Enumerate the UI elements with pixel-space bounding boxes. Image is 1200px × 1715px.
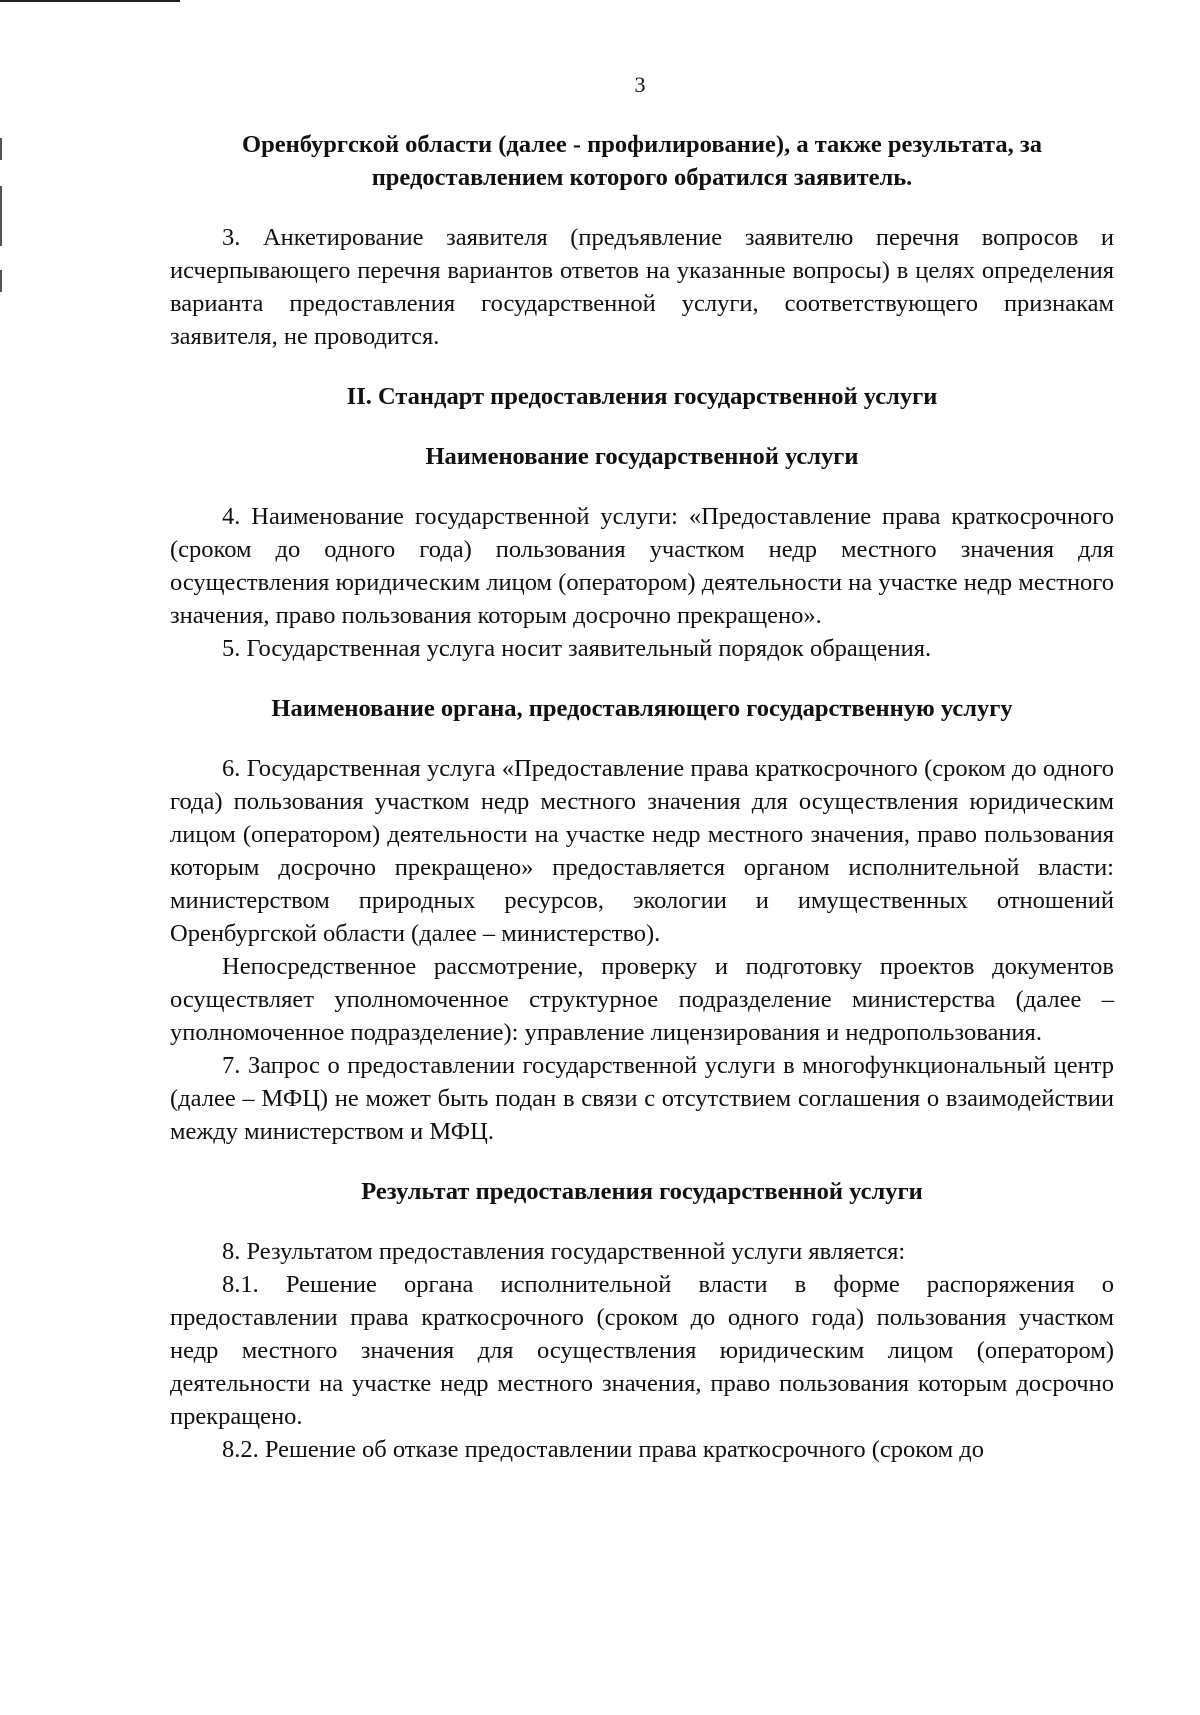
scan-margin-mark <box>0 186 2 246</box>
paragraph-8: 8. Результатом предоставления государственной услуги является: <box>222 1238 906 1265</box>
document-body <box>170 128 1114 1466</box>
scan-top-rule <box>0 0 180 2</box>
paragraph-8-2: 8.2. Решение об отказе предоставлении права краткосрочного (сроком до <box>222 1436 985 1463</box>
paragraph-6: 6. Государственная услуга «Предоставление права краткосрочного (сроком до одного года) пользования участком недр местного значения для осуществления юридическим лицом (оператором) деятельности на участке недр местного значения, право пользования которым досрочно прекращено» предоставляется органом исполнительной власти: министерством природных ресурсов, экологии и имущественных отношений Оренбургской области (далее – министерство). <box>170 755 1114 947</box>
subsection-title-authority: Наименование органа, предоставляющего государственную услугу <box>271 695 1013 722</box>
paragraph-6-continued: Непосредственное рассмотрение, проверку и подготовку проектов документов осуществляет уполномоченное структурное подразделение министерства (далее – уполномоченное подразделение): управление лицензирования и недропользования. <box>170 953 1114 1046</box>
paragraph-3: 3. Анкетирование заявителя (предъявление заявителю перечня вопросов и исчерпывающего перечня вариантов ответов на указанные вопросы) в целях определения варианта предоставления государственной услуги, соответствующего признакам заявителя, не проводится. <box>170 224 1114 350</box>
subsection-title-result: Результат предоставления государственной услуги <box>361 1178 923 1205</box>
intro-heading: Оренбургской области (далее - профилирование), а также результата, за предоставлением которого обратился заявитель. <box>242 131 1042 191</box>
subsection-title-name: Наименование государственной услуги <box>425 443 859 470</box>
page-number: 3 <box>634 72 646 97</box>
paragraph-4: 4. Наименование государственной услуги: «Предоставление права краткосрочного (сроком до одного года) пользования участком недр местного значения для осуществления юридическим лицом (оператором) деятельности на участке недр местного значения, право пользования которым досрочно прекращено». <box>170 503 1114 629</box>
paragraph-7: 7. Запрос о предоставлении государственной услуги в многофункциональный центр (далее – МФЦ) не может быть подан в связи с отсутствием соглашения о взаимодействии между министерством и МФЦ. <box>170 1052 1114 1145</box>
scan-margin-mark <box>0 138 2 160</box>
paragraph-5: 5. Государственная услуга носит заявительный порядок обращения. <box>222 635 932 662</box>
section-title: II. Стандарт предоставления государственной услуги <box>346 383 938 410</box>
scan-margin-mark <box>0 270 2 292</box>
paragraph-8-1: 8.1. Решение органа исполнительной власти в форме распоряжения о предоставлении права краткосрочного (сроком до одного года) пользования участком недр местного значения для осуществления юридическим лицом (оператором) деятельности на участке недр местного значения, право пользования которым досрочно прекращено. <box>170 1271 1114 1430</box>
